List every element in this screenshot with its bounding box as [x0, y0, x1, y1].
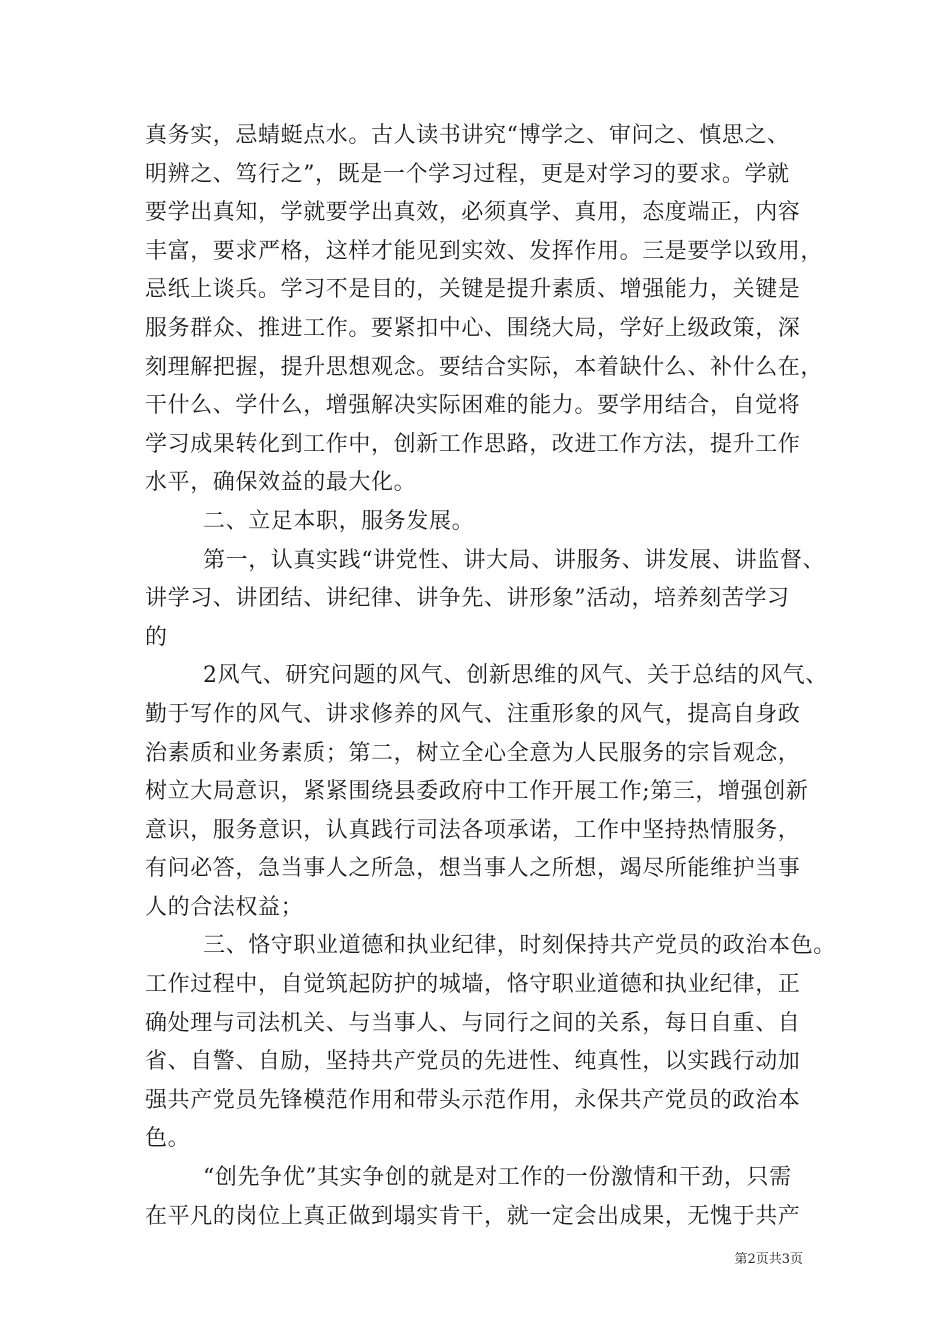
- text-line: 讲学习、讲团结、讲纪律、讲争先、讲形象”活动，培养刻苦学习: [145, 586, 790, 612]
- text-line: 二、立足本职，服务发展。: [203, 508, 475, 534]
- text-line: 意识，服务意识，认真践行司法各项承诺，工作中坚持热情服务，: [145, 817, 801, 843]
- text-line: 学习成果转化到工作中，创新工作思路，改进工作方法，提升工作: [145, 431, 801, 457]
- page-number: 第2页共3页: [734, 1252, 803, 1267]
- text-line: 丰富，要求严格，这样才能见到实效、发挥作用。三是要学以致用，: [145, 238, 824, 264]
- text-line: 三、恪守职业道德和执业纪律，时刻保持共产党员的政治本色。: [203, 933, 836, 959]
- body-text: [145, 117, 836, 1236]
- text-line: 明辨之、笃行之”，既是一个学习过程，更是对学习的要求。学就: [145, 161, 790, 187]
- text-line: 忌纸上谈兵。学习不是目的，关键是提升素质、增强能力，关键是: [145, 277, 801, 303]
- text-line: 要学出真知，学就要学出真效，必须真学、真用，态度端正，内容: [145, 200, 801, 226]
- text-line: 人的合法权益；: [145, 894, 304, 920]
- text-line: 省、自警、自励，坚持共产党员的先进性、纯真性，以实践行动加: [145, 1049, 801, 1075]
- text-line: “创先争优”其实争创的就是对工作的一份激情和干劲，只需: [203, 1165, 792, 1191]
- text-line: 有问必答，急当事人之所急，想当事人之所想，竭尽所能维护当事: [145, 856, 801, 882]
- text-line: 工作过程中，自觉筑起防护的城墙，恪守职业道德和执业纪律，正: [145, 972, 801, 998]
- text-line: 的: [145, 624, 168, 650]
- text-line: 色。: [145, 1126, 191, 1152]
- text-line: 确处理与司法机关、与当事人、与同行之间的关系，每日自重、自: [145, 1010, 801, 1036]
- text-line: 勤于写作的风气、讲求修养的风气、注重形象的风气，提高自身政: [145, 701, 801, 727]
- text-line: 干什么、学什么，增强解决实际困难的能力。要学用结合，自觉将: [145, 393, 801, 419]
- text-line: 刻理解把握，提升思想观念。要结合实际，本着缺什么、补什么在，: [145, 354, 824, 380]
- text-line: 树立大局意识，紧紧围绕县委政府中工作开展工作;第三，增强创新: [145, 779, 809, 805]
- text-line: 强共产党员先锋模范作用和带头示范作用，永保共产党员的政治本: [145, 1087, 801, 1113]
- text-line: 真务实，忌蜻蜓点水。古人读书讲究“博学之、审问之、慎思之、: [145, 123, 790, 148]
- text-line: 在平凡的岗位上真正做到塌实肯干，就一定会出成果，无愧于共产: [145, 1203, 801, 1229]
- text-line: 服务群众、推进工作。要紧扣中心、围绕大局，学好上级政策，深: [145, 315, 801, 341]
- text-line: 2风气、研究问题的风气、创新思维的风气、关于总结的风气、: [203, 663, 828, 689]
- text-line: 第一，认真实践“讲党性、讲大局、讲服务、讲发展、讲监督、: [203, 547, 826, 573]
- text-line: 水平，确保效益的最大化。: [145, 470, 417, 496]
- text-line: 治素质和业务素质；第二，树立全心全意为人民服务的宗旨观念，: [145, 740, 801, 766]
